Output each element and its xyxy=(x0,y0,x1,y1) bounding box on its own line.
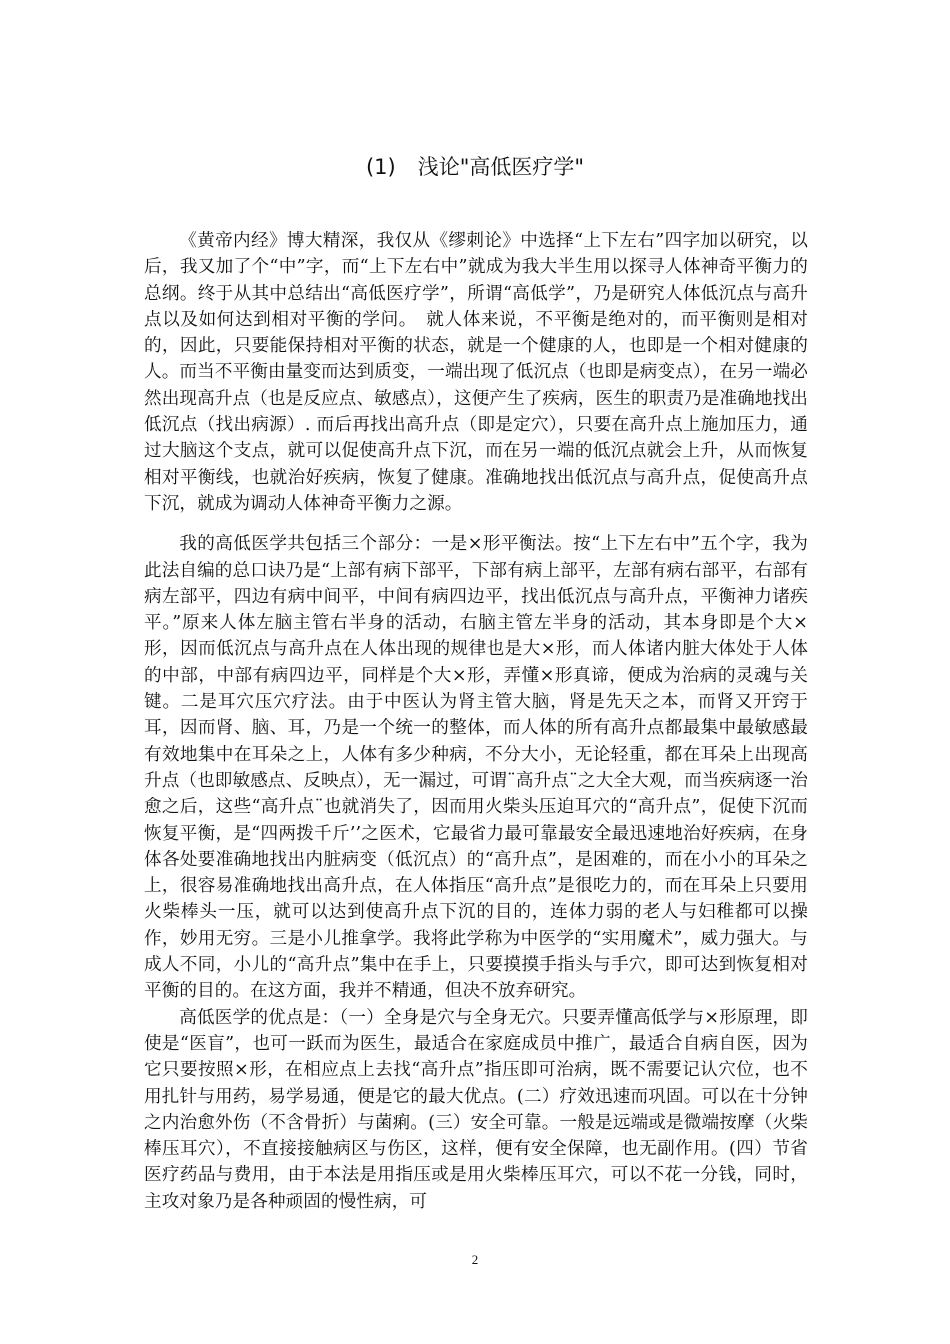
page-title xyxy=(0,152,950,182)
page-number: 2 xyxy=(471,1252,479,1267)
paragraph-3: 高低医学的优点是：（一）全身是穴与全身无穴。只要弄懂高低学与×形原理，即使是“医盲”，也可一跃而为医生，最适合在家庭成员中推广，最适合自病自医，因为它只要按照×形，在相应点上去找“高升点”指压即可治病，既不需要记认穴位，也不用扎针与用药，易学易通，便是它的最大优点。(二）疗效迅速而巩固。可以在十分钟之内治愈外伤（不含骨折）与菌痢。(三）安全可靠。一般是远端或是微端按摩（火柴棒压耳穴），不直接接触病区与伤区，这样，便有安全保障，也无副作用。(四）节省医疗药品与费用，由于本法是用指压或是用火柴棒压耳穴，可以不花一分钱，同时，主攻对象乃是各种顽固的慢性病，可 xyxy=(144,1007,808,1212)
title-number: (1) xyxy=(365,155,396,179)
title-text: 浅论"高低医疗学" xyxy=(417,155,585,179)
paragraph-2: 我的高低医学共包括三个部分：一是×形平衡法。按“上下左右中”五个字，我为此法自编的总口诀乃是“上部有病下部平，下部有病上部平，左部有病右部平，右部有病左部平，四边有病中间平，中间有病四边平，找出低沉点与高升点，平衡神力诸疾平。”原来人体左脑主管右半身的活动，右脑主管左半身的活动，其本身即是个大×形，因而低沉点与高升点在人体出现的规律也是大×形，而人体诸内脏大体处于人体的中部，中部有病四边平，同样是个大×形，弄懂×形真谛，便成为治病的灵魂与关键。二是耳穴压穴疗法。由于中医认为肾主管大脑，肾是先天之本，而肾又开窍于耳，因而肾、脑、耳，乃是一个统一的整体，而人体的所有高升点都最集中最敏感最有效地集中在耳朵之上，人体有多少种病，不分大小，无论轻重，都在耳朵上出现高升点（也即敏感点、反映点），无一漏过，可谓¨高升点¨之大全大观，而当疾病逐一治愈之后，这些“高升点¨也就消失了，因而用火柴头压迫耳穴的“高升点”，促使下沉而恢复平衡，是“四两拨千斤’’之医术，它最省力最可靠最安全最迅速地治好疾病，在身体各处要准确地找出内脏病变（低沉点）的“高升点”，是困难的，而在小小的耳朵之上，很容易准确地找出高升点，在人体指压“高升点”是很吃力的，而在耳朵上只要用火柴棒头一压，就可以达到使高升点下沉的目的，连体力弱的老人与妇稚都可以操作，妙用无穷。三是小儿推拿学。我将此学称为中医学的“实用魔术”，威力强大。与成人不同，小儿的“高升点”集中在手上，只要摸摸手指头与手穴，即可达到恢复相对平衡的目的。在这方面，我并不精通，但决不放弃研究。 xyxy=(144,534,808,1002)
paragraph-1: 《黄帝内经》博大精深，我仅从《缪刺论》中选择“上下左右”四字加以研究，以后，我又加了个“中”字，而“上下左右中”就成为我大半生用以探寻人体神奇平衡力的总纲。终于从其中总结出“高低医疗学”，所谓“高低学”，乃是研究人体低沉点与高升点以及如何达到相对平衡的学问。 就人体来说，不平衡是绝对的，而平衡则是相对的，因此，只要能保持相对平衡的状态，就是一个健康的人，也即是一个相对健康的人。而当不平衡由量变而达到质变，一端出现了低沉点（也即是病变点），在另一端必然出现高升点（也是反应点、敏感点），这便产生了疾病，医生的职责乃是准确地找出低沉点（找出病源）. 而后再找出高升点（即是定穴），只要在高升点上施加压力，通过大脑这个支点，就可以促使高升点下沉，而在另一端的低沉点就会上升，从而恢复相对平衡线，也就治好疾病，恢复了健康。准确地找出低沉点与高升点，促使高升点下沉，就成为调动人体神奇平衡力之源。 xyxy=(144,231,808,514)
document-body xyxy=(144,228,808,1215)
